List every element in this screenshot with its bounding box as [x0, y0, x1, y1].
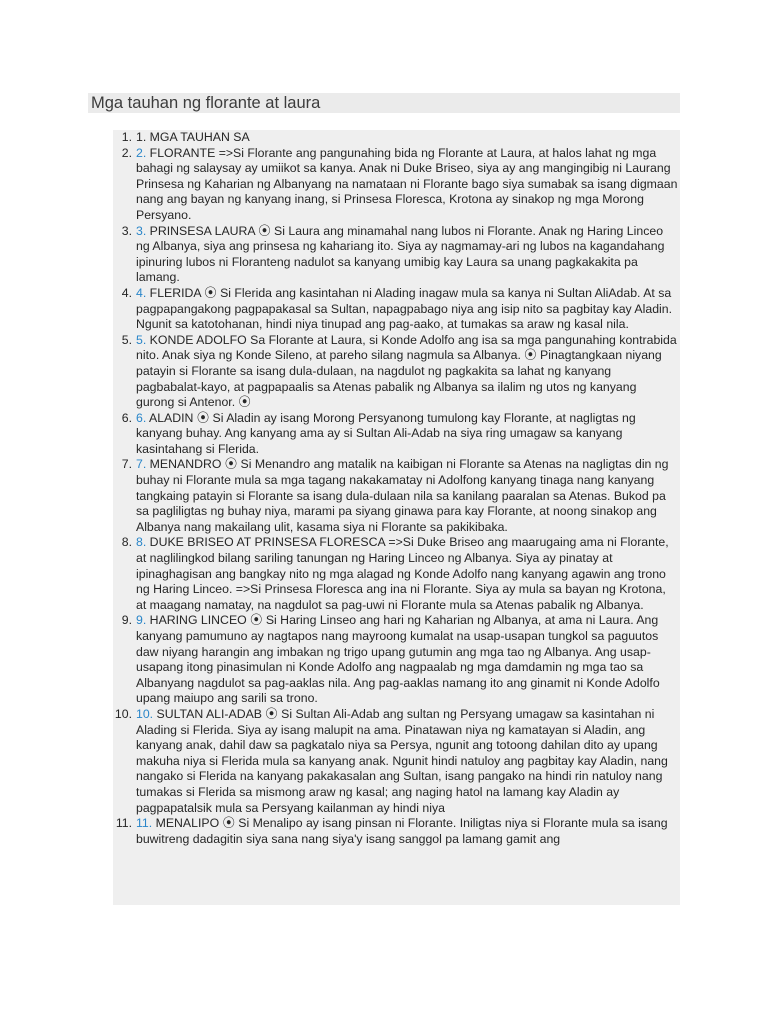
list-marker: 3.	[121, 223, 132, 238]
item-number-link[interactable]: 9.	[136, 613, 147, 628]
list-item	[113, 457, 680, 535]
document-title: Mga tauhan ng florante at laura	[88, 93, 680, 113]
item-number-link[interactable]: 11.	[136, 816, 153, 831]
list-item	[113, 535, 680, 613]
character-list-panel	[113, 130, 680, 905]
list-item	[113, 707, 680, 816]
item-text: MENALIPO ⦿ Si Menalipo ay isang pinsan ni Florante. Iniligtas niya si Florante mula sa isang buwitreng dadagitin siya sana nang siya'y isang sanggol pa lamang gamit ang	[136, 816, 668, 846]
list-item	[113, 130, 680, 146]
list-item	[113, 613, 680, 707]
item-number-link[interactable]: 10.	[136, 706, 154, 721]
list-marker: 9.	[121, 613, 132, 628]
list-marker: 2.	[121, 145, 132, 160]
item-number-link[interactable]: 5.	[136, 332, 147, 347]
list-item	[113, 411, 680, 458]
item-number-link[interactable]: 6.	[136, 410, 147, 425]
list-item	[113, 816, 680, 847]
item-text: 1. MGA TAUHAN SA	[136, 130, 250, 144]
list-item	[113, 333, 680, 411]
item-text: DUKE BRISEO AT PRINSESA FLORESCA =>Si Duke Briseo ang maarugaing ama ni Florante, at naglilingkod bilang sariling tanungan ng Haring Linceo ng Albanya. Siya ay pinatay at ipinaghagisan ang bangkay nito ng mga alagad ng Konde Adolfo nang kanyang agawin ang trono ng Haring Linceo. =>Si Prinsesa Floresca ang ina ni Florante. Siya ay mula sa bayan ng Krotona, at maagang namatay, na nagdulot sa pag-uwi ni Florante mula sa Atenas pabalik ng Albanya.	[136, 535, 669, 612]
list-marker: 7.	[121, 457, 132, 472]
item-text: HARING LINCEO ⦿ Si Haring Linseo ang hari ng Kaharian ng Albanya, at ama ni Laura. Ang kanyang pamumuno ay nagtapos nang mayroong kumalat na usap-usapan tungkol sa paguutos daw niyang harangin ang imbakan ng trigo upang gutumin ang mga tao ng Albanya. Ang usap-usapang itong pinasimulan ni Konde Adolfo ang nagpaalab ng mga damdamin ng mga tao sa Albanyang nagdulot sa pag-aaklas nila. Ang pag-aaklas namang ito ang ginamit ni Konde Adolfo upang maiupo ang sarili sa trono.	[136, 613, 660, 706]
list-marker: 5.	[121, 332, 132, 347]
list-marker: 8.	[121, 535, 132, 550]
item-number-link[interactable]: 8.	[136, 535, 147, 550]
item-number-link[interactable]: 4.	[136, 285, 147, 300]
item-number-link[interactable]: 2.	[136, 145, 147, 160]
list-item	[113, 146, 680, 224]
item-text: ALADIN ⦿ Si Aladin ay isang Morong Persyanong tumulong kay Florante, at nagligtas ng kanyang buhay. Ang kanyang ama ay si Sultan Ali-Adab na siya ring umagaw sa kanyang kasintahang si Flerida.	[136, 410, 636, 456]
character-list	[113, 130, 680, 847]
item-text: PRINSESA LAURA ⦿ Si Laura ang minamahal nang lubos ni Florante. Anak ng Haring Linceo ng Albanya, siya ang prinsesa ng kahariang ito. Siya ay nagmamay-ari ng lubos na kagandahang ipinuring lubos ni Floranteng nadulot sa kanyang umibig kay Laura sa unang pagkakakita pa lamang.	[136, 223, 665, 285]
list-marker: 11.	[115, 816, 132, 831]
list-item	[113, 286, 680, 333]
list-item	[113, 224, 680, 286]
item-text: SULTAN ALI-ADAB ⦿ Si Sultan Ali-Adab ang sultan ng Persyang umagaw sa kasintahan ni Alading si Flerida. Siya ay isang malupit na ama. Pinatawan niya ng kamatayan si Aladin, ang kanyang anak, dahil daw sa pagkatalo niya sa Persya, ngunit ang totoong dahilan dito ay upang makuha niya si Flerida mula sa kanyang anak. Ngunit hindi natuloy ang pagbitay kay Aladin, nang nangako si Flerida na kanyang pakakasalan ang Sultan, isang pangako na hindi rin natuloy nang tumakas si Flerida sa mismong araw ng kasal; ang naging hatol na lamang kay Aladin ay pagpapatalsik mula sa Persyang kailanman ay hindi niya	[136, 706, 668, 815]
list-marker: 1.	[121, 130, 132, 144]
item-text: MENANDRO ⦿ Si Menandro ang matalik na kaibigan ni Florante sa Atenas na nagligtas din ng buhay ni Florante mula sa mga tagang nakakamatay ni Adolfong kanyang tinaga nang kanyang tangkaing patayin si Florante sa isang dula-dulaan nila sa kanilang paaralan sa Atenas. Bukod pa sa pagliligtas ng buhay niya, marami pa siyang ginawa para kay Florante, at noong sinakop ang Albanya nang makailang ulit, kasama siya ni Florante sa pakikibaka.	[136, 457, 669, 534]
list-marker: 10.	[114, 706, 132, 721]
item-text: KONDE ADOLFO Sa Florante at Laura, si Konde Adolfo ang isa sa mga pangunahing kontrabida nito. Anak siya ng Konde Sileno, at pareho silang nagmula sa Albanya. ⦿ Pinagtangkaan niyang patayin si Florante sa isang dula-dulaan, na nagdulot ng pagkakita sa lahat ng kanyang pagbabalat-kayo, at pagpapaalis sa Atenas pabalik ng Albanya sa ilalim ng utos ng kanyang gurong si Antenor. ⦿	[136, 332, 677, 410]
item-text: FLORANTE =>Si Florante ang pangunahing bida ng Florante at Laura, at halos lahat ng mga bahagi ng salaysay ay umiikot sa kanya. Anak ni Duke Briseo, siya ay ang mangingibig ni Laurang Prinsesa ng Kaharian ng Albanyang na namataan ni Florante bago siya sumabak sa isang digmaan nang ang bayan ng kanyang inang, si Prinsesa Floresca, Krotona ay sinakop ng mga Morong Persyano.	[136, 145, 678, 222]
list-marker: 6.	[121, 410, 132, 425]
item-text: FLERIDA ⦿ Si Flerida ang kasintahan ni Alading inagaw mula sa kanya ni Sultan AliAdab. At sa pagpapangakong pagpapakasal sa Sultan, napagpabago niya ang isip nito sa pagbitay kay Aladin. Ngunit sa katotohanan, hindi niya tinupad ang pag-aako, at tumakas sa araw ng kasal nila.	[136, 285, 673, 332]
item-number-link[interactable]: 7.	[136, 457, 147, 472]
item-number-link[interactable]: 3.	[136, 223, 147, 238]
list-marker: 4.	[121, 285, 132, 300]
